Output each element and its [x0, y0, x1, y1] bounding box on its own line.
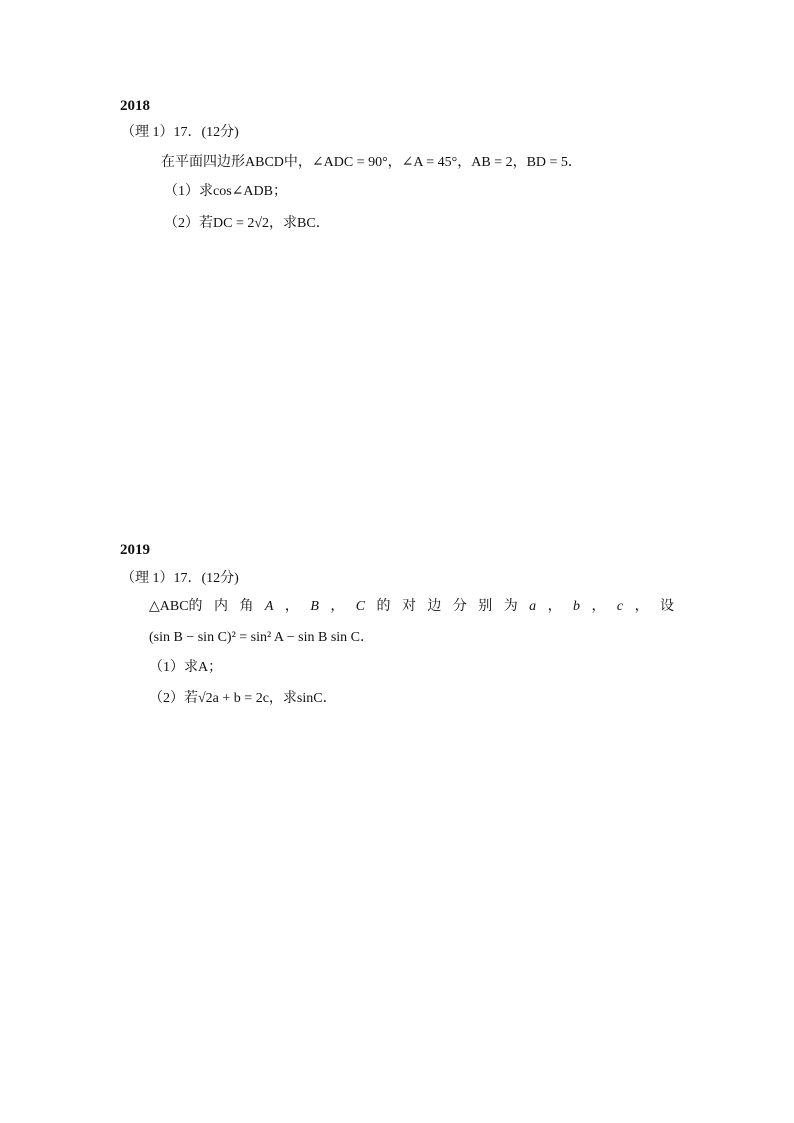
problem-statement-line1-2019 [149, 600, 674, 614]
problem-header-2018: （理 1）17．(12分) [121, 125, 239, 140]
token: 别 [478, 599, 493, 614]
token: c [616, 599, 624, 614]
token: B [310, 599, 319, 614]
token: ， [284, 599, 299, 614]
token: 对 [401, 599, 416, 614]
token: 的 [376, 599, 391, 614]
token: 为 [503, 599, 518, 614]
token: a [529, 599, 537, 614]
token: △ABC的 [149, 599, 203, 614]
token: ， [634, 599, 649, 614]
token: A [264, 599, 274, 614]
token: 角 [239, 599, 254, 614]
token: C [355, 599, 366, 614]
problem-part1-2018: （1）求cos∠ADB； [164, 184, 287, 199]
problem-part1-2019: （1）求A； [149, 660, 223, 675]
problem-part2-2019: （2）若√2a + b = 2c，求sinC． [149, 691, 337, 706]
token: 内 [214, 599, 228, 614]
problem-statement-2018: 在平面四边形ABCD中，∠ADC = 90°，∠A = 45°，AB = 2，BD = 5． [161, 155, 582, 170]
token: 分 [452, 599, 467, 614]
token: ， [330, 599, 345, 614]
problem-part2-2018: （2）若DC = 2√2，求BC． [164, 216, 330, 231]
token: 边 [427, 599, 442, 614]
problem-statement-line2-2019: (sin B − sin C)² = sin² A − sin B sin C． [149, 630, 375, 645]
year-heading-2018: 2018 [120, 98, 150, 114]
token: b [573, 599, 581, 614]
token: 设 [660, 599, 674, 614]
token: ， [591, 599, 606, 614]
token: ， [547, 599, 562, 614]
problem-header-2019: （理 1）17．(12分) [121, 571, 239, 586]
year-heading-2019: 2019 [120, 542, 150, 558]
